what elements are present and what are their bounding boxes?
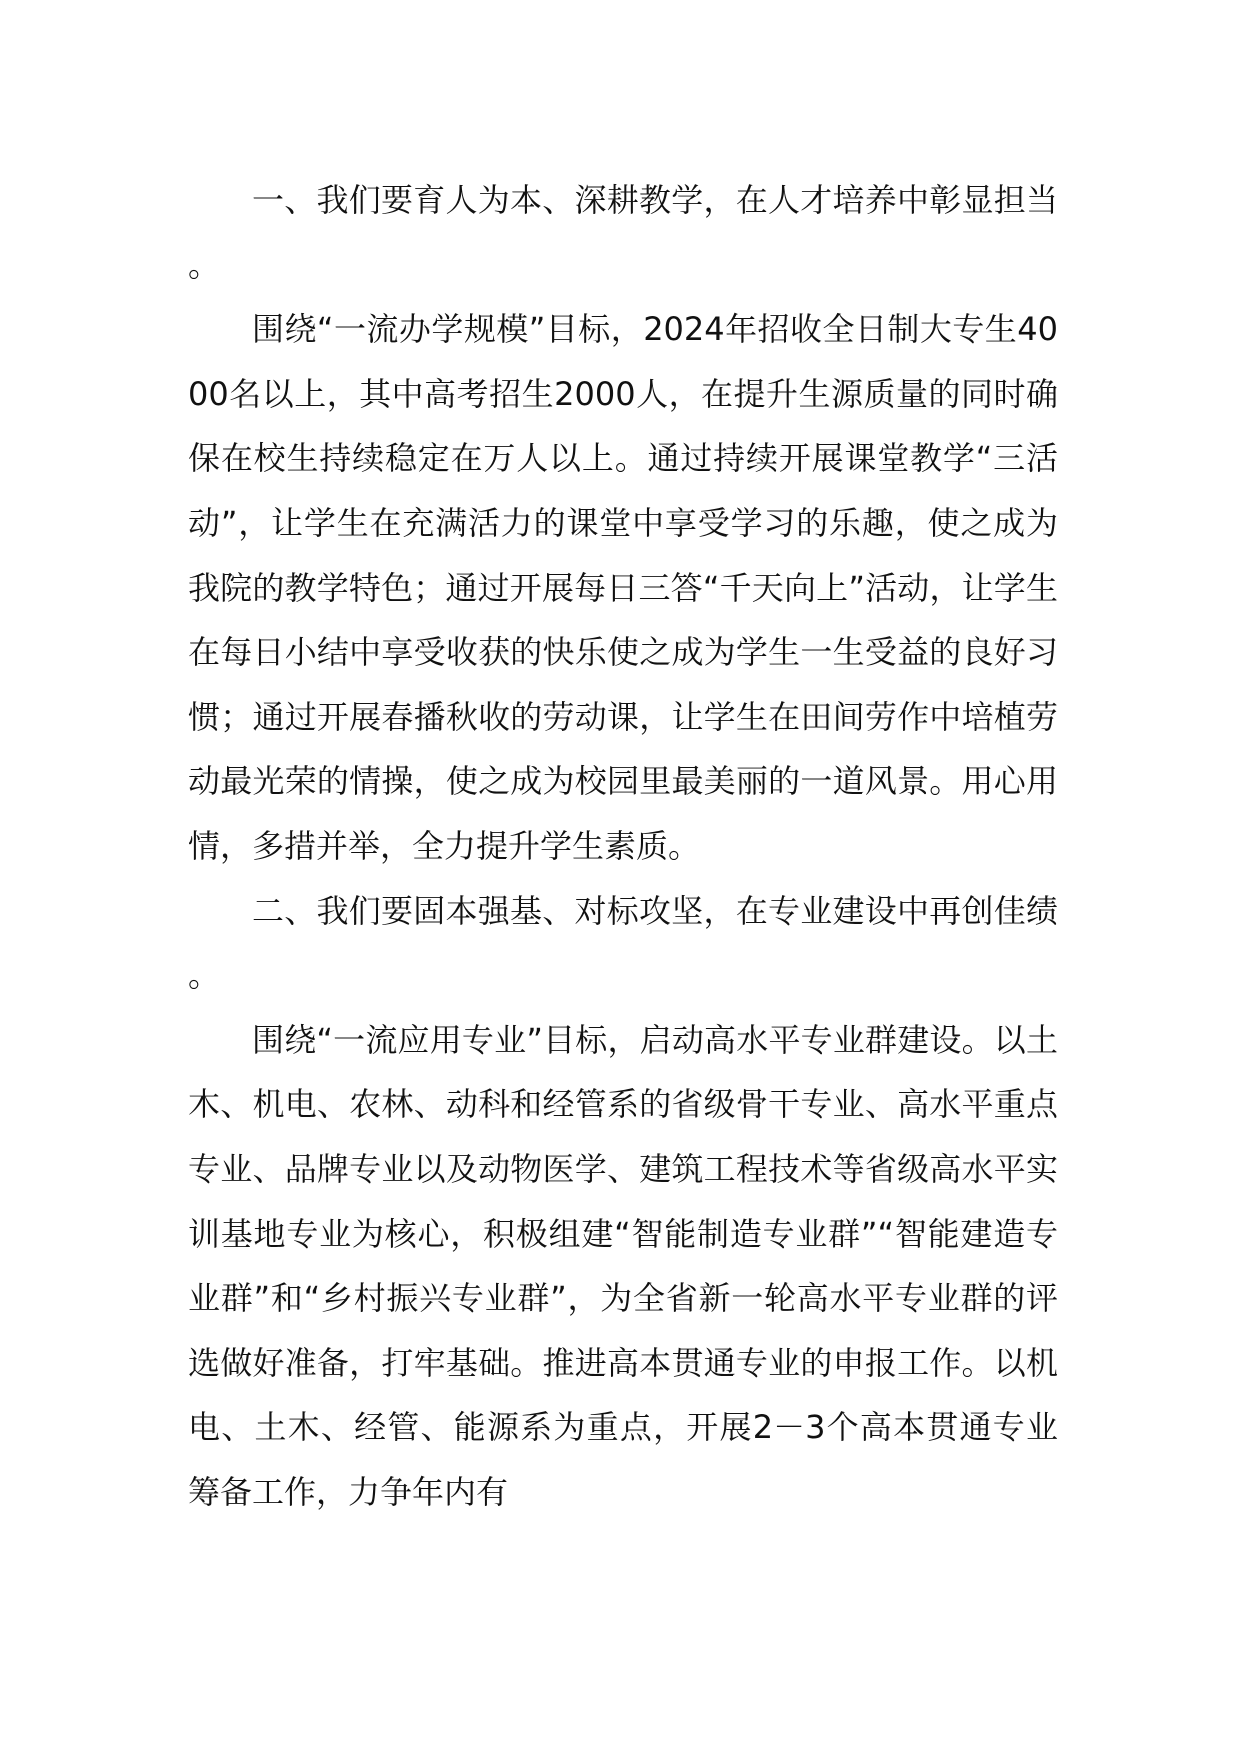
document-body [188, 168, 1058, 1524]
body-paragraph-1: 围绕“一流办学规模”目标，2024年招收全日制大专生4000名以上，其中高考招生2000人，在提升生源质量的同时确保在校生持续稳定在万人以上。通过持续开展课堂教学“三活动”，让学生在充满活力的课堂中享受学习的乐趣，使之成为我院的教学特色；通过开展每日三答“千天向上”活动，让学生在每日小结中享受收获的快乐使之成为学生一生受益的良好习惯；通过开展春播秋收的劳动课，让学生在田间劳作中培植劳动最光荣的情操，使之成为校园里最美丽的一道风景。用心用情，多措并举，全力提升学生素质。 [188, 310, 1058, 865]
section-heading-1: 一、我们要育人为本、深耕教学，在人才培养中彰显担当。 [188, 181, 1058, 284]
body-paragraph-2: 围绕“一流应用专业”目标，启动高水平专业群建设。以土木、机电、农林、动科和经管系的省级骨干专业、高水平重点专业、品牌专业以及动物医学、建筑工程技术等省级高水平实训基地专业为核心，积极组建“智能制造专业群”“智能建造专业群”和“乡村振兴专业群”，为全省新一轮高水平专业群的评选做好准备，打牢基础。推进高本贯通专业的申报工作。以机电、土木、经管、能源系为重点，开展2－3个高本贯通专业筹备工作，力争年内有 [188, 1020, 1058, 1511]
section-heading-2: 二、我们要固本强基、对标攻坚，在专业建设中再创佳绩。 [188, 891, 1058, 995]
